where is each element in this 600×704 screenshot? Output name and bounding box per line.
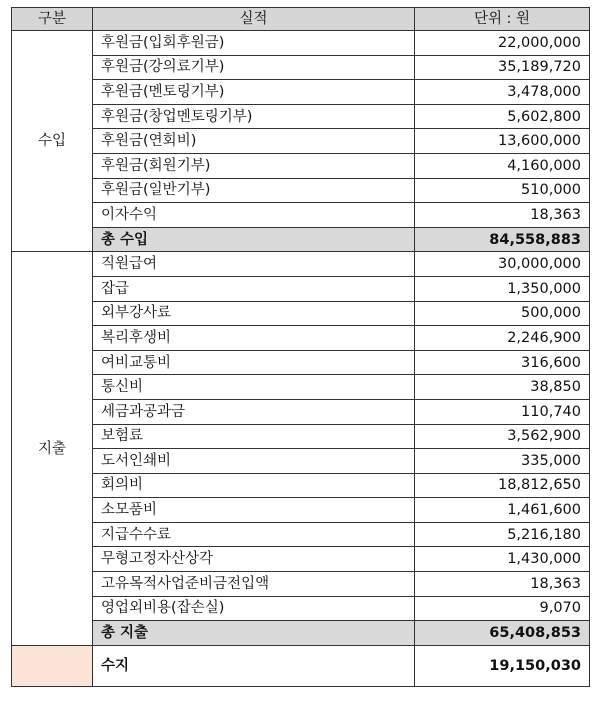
amount-cell: 335,000 <box>415 449 590 474</box>
expense-category-label: 지출 <box>12 252 93 646</box>
item-cell: 회의비 <box>93 473 415 498</box>
header-unit: 단위 : 원 <box>415 8 590 31</box>
amount-cell: 2,246,900 <box>415 326 590 351</box>
amount-cell: 9,070 <box>415 596 590 621</box>
item-cell: 영업외비용(잡손실) <box>93 596 415 621</box>
expense-total-label: 총 지출 <box>93 621 415 646</box>
amount-cell: 1,350,000 <box>415 276 590 301</box>
table-row <box>12 449 590 474</box>
amount-cell: 30,000,000 <box>415 252 590 277</box>
expense-total-amount: 65,408,853 <box>415 621 590 646</box>
table-row <box>12 129 590 154</box>
amount-cell: 510,000 <box>415 178 590 203</box>
table-body <box>12 31 590 687</box>
table-row <box>12 252 590 277</box>
table-row <box>12 326 590 351</box>
amount-cell: 22,000,000 <box>415 31 590 56</box>
amount-cell: 18,363 <box>415 203 590 228</box>
amount-cell: 18,363 <box>415 572 590 597</box>
amount-cell: 38,850 <box>415 375 590 400</box>
table-row <box>12 203 590 228</box>
header-category: 구분 <box>12 8 93 31</box>
net-row <box>12 645 590 686</box>
item-cell: 세금과공과금 <box>93 399 415 424</box>
table-row <box>12 104 590 129</box>
financial-results-table <box>11 7 590 687</box>
item-cell: 직원급여 <box>93 252 415 277</box>
amount-cell: 3,478,000 <box>415 80 590 105</box>
table-row <box>12 424 590 449</box>
table-row <box>12 31 590 56</box>
item-cell: 후원금(일반기부) <box>93 178 415 203</box>
item-cell: 지급수수료 <box>93 522 415 547</box>
table-row <box>12 522 590 547</box>
net-label: 수지 <box>93 645 415 686</box>
amount-cell: 13,600,000 <box>415 129 590 154</box>
amount-cell: 4,160,000 <box>415 153 590 178</box>
item-cell: 여비교통비 <box>93 350 415 375</box>
table-row <box>12 301 590 326</box>
item-cell: 이자수익 <box>93 203 415 228</box>
net-category-cell <box>12 645 93 686</box>
net-amount: 19,150,030 <box>415 645 590 686</box>
table-row <box>12 153 590 178</box>
amount-cell: 1,430,000 <box>415 547 590 572</box>
item-cell: 후원금(강의료기부) <box>93 55 415 80</box>
item-cell: 후원금(연회비) <box>93 129 415 154</box>
table-row <box>12 572 590 597</box>
item-cell: 외부강사료 <box>93 301 415 326</box>
item-cell: 보험료 <box>93 424 415 449</box>
table-row <box>12 547 590 572</box>
item-cell: 후원금(회원기부) <box>93 153 415 178</box>
table-row <box>12 498 590 523</box>
item-cell: 도서인쇄비 <box>93 449 415 474</box>
table-row <box>12 399 590 424</box>
amount-cell: 35,189,720 <box>415 55 590 80</box>
item-cell: 복리후생비 <box>93 326 415 351</box>
item-cell: 무형고정자산상각 <box>93 547 415 572</box>
table-row <box>12 473 590 498</box>
amount-cell: 500,000 <box>415 301 590 326</box>
table-row <box>12 596 590 621</box>
amount-cell: 18,812,650 <box>415 473 590 498</box>
amount-cell: 5,216,180 <box>415 522 590 547</box>
header-item: 실적 <box>93 8 415 31</box>
income-category-label: 수입 <box>12 31 93 252</box>
table-row <box>12 350 590 375</box>
item-cell: 소모품비 <box>93 498 415 523</box>
amount-cell: 1,461,600 <box>415 498 590 523</box>
table-row <box>12 80 590 105</box>
amount-cell: 316,600 <box>415 350 590 375</box>
amount-cell: 110,740 <box>415 399 590 424</box>
income-total-label: 총 수입 <box>93 227 415 252</box>
item-cell: 잡급 <box>93 276 415 301</box>
header-row <box>12 8 590 31</box>
amount-cell: 5,602,800 <box>415 104 590 129</box>
table-row <box>12 55 590 80</box>
amount-cell: 3,562,900 <box>415 424 590 449</box>
item-cell: 후원금(멘토링기부) <box>93 80 415 105</box>
item-cell: 통신비 <box>93 375 415 400</box>
item-cell: 고유목적사업준비금전입액 <box>93 572 415 597</box>
table-row <box>12 375 590 400</box>
income-total-amount: 84,558,883 <box>415 227 590 252</box>
income-total-row <box>12 227 590 252</box>
item-cell: 후원금(입회후원금) <box>93 31 415 56</box>
table-row <box>12 276 590 301</box>
expense-total-row <box>12 621 590 646</box>
table-row <box>12 178 590 203</box>
item-cell: 후원금(창업멘토링기부) <box>93 104 415 129</box>
